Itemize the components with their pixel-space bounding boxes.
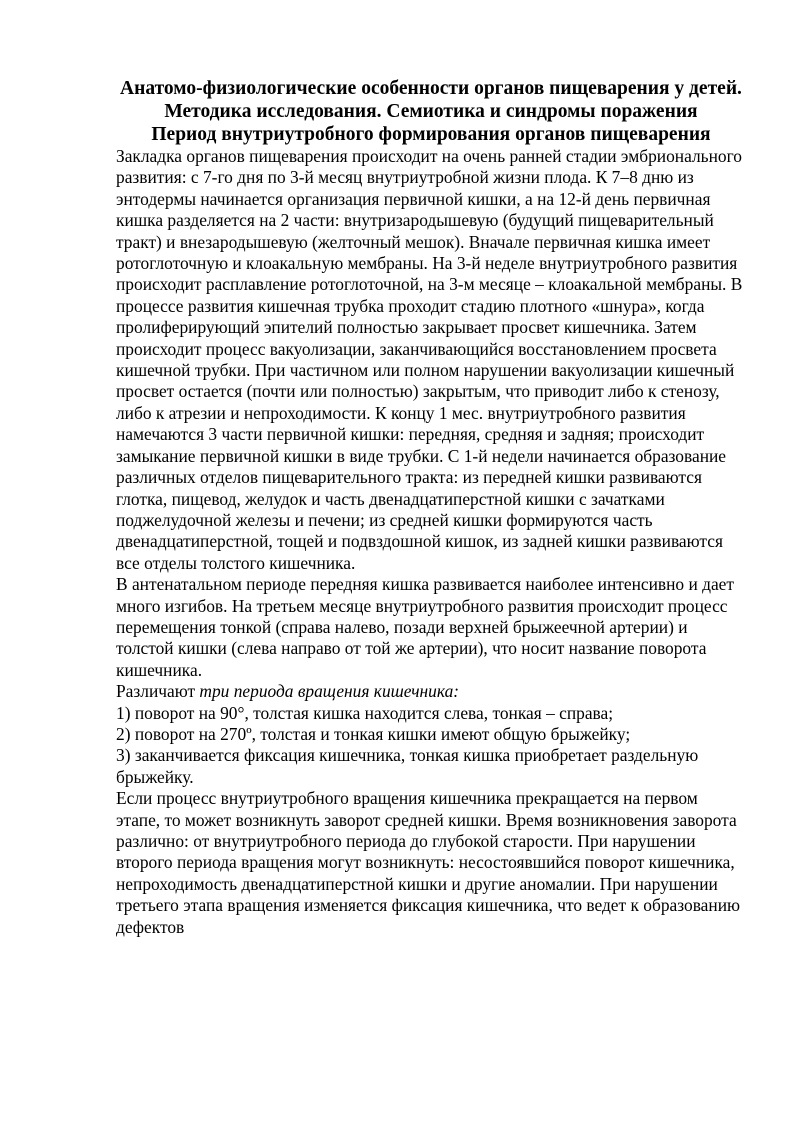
list-intro-emphasis: три периода вращения кишечника: [199, 681, 460, 702]
list-intro [116, 681, 746, 702]
list-item: 1) поворот на 90°, толстая кишка находится слева, тонкая – справа; [116, 702, 614, 723]
page-title: Анатомо-физиологические особенности органов пищеварения у детей. Методика исследования. Семиотика и синдромы поражения [120, 78, 742, 122]
body-paragraph-2: В антенатальном периоде передняя кишка развивается наиболее интенсивно и дает много изгибов. На третьем месяце внутриутробного развития происходит процесс перемещения тонкой (справа налево, позади верхней брыжеечной артерии) и толстой кишки (слева направо от той же артерии), что носит название поворота кишечника. [116, 574, 735, 680]
body-paragraph-1: Закладка органов пищеварения происходит на очень ранней стадии эмбрионального развития: с 7-го дня по 3-й месяц внутриутробной жизни плода. К 7–8 дню из энтодермы начинается организация первичной кишки, а на 12-й день первичная кишка разделяется на 2 части: внутризародышевую (будущий пищеварительный тракт) и внезародышевую (желточный мешок). Вначале первичная кишка имеет ротоглоточную и клоакальную мембраны. На 3-й неделе внутриутробного развития происходит расплавление ротоглоточной, на 3-м месяце – клоакальной мембраны. В процессе развития кишечная трубка проходит стадию плотного «шнура», когда пролиферирующий эпителий полностью закрывает просвет кишечника. Затем происходит процесс вакуолизации, заканчивающийся восстановлением просвета кишечной трубки. При частичном или полном нарушении вакуолизации кишечный просвет остается (почти или полностью) закрытым, что приводит либо к стенозу, либо к атрезии и непроходимости. К концу 1 мес. внутриутробного развития намечаются 3 части первичной кишки: передняя, средняя и задняя; происходит замыкание первичной кишки в виде трубки. С 1-й недели начинается образование различных отделов пищеварительного тракта: из передней кишки развиваются глотка, пищевод, желудок и часть двенадцатиперстной кишки с зачатками поджелудочной железы и печени; из средней кишки формируются часть двенадцатиперстной, тощей и подвздошной кишок, из задней кишки развиваются все отделы толстого кишечника. [116, 146, 743, 573]
section-heading: Период внутриутробного формирования органов пищеварения [151, 124, 711, 145]
list-item: 3) заканчивается фиксация кишечника, тонкая кишка приобретает раздельную брыжейку. [116, 745, 699, 787]
list-intro-text: Различают [116, 681, 200, 702]
body-paragraph-3: Если процесс внутриутробного вращения кишечника прекращается на первом этапе, то может возникнуть заворот средней кишки. Время возникновения заворота различно: от внутриутробного периода до глубокой старости. При нарушении второго периода вращения могут возникнуть: несостоявшийся поворот кишечника, непроходимость двенадцатиперстной кишки и другие аномалии. При нарушении третьего этапа вращения изменяется фиксация кишечника, что ведет к образованию дефектов [116, 788, 740, 937]
document-content [116, 78, 746, 938]
list-item: 2) поворот на 270º, толстая и тонкая кишки имеют общую брыжейку; [116, 723, 631, 744]
